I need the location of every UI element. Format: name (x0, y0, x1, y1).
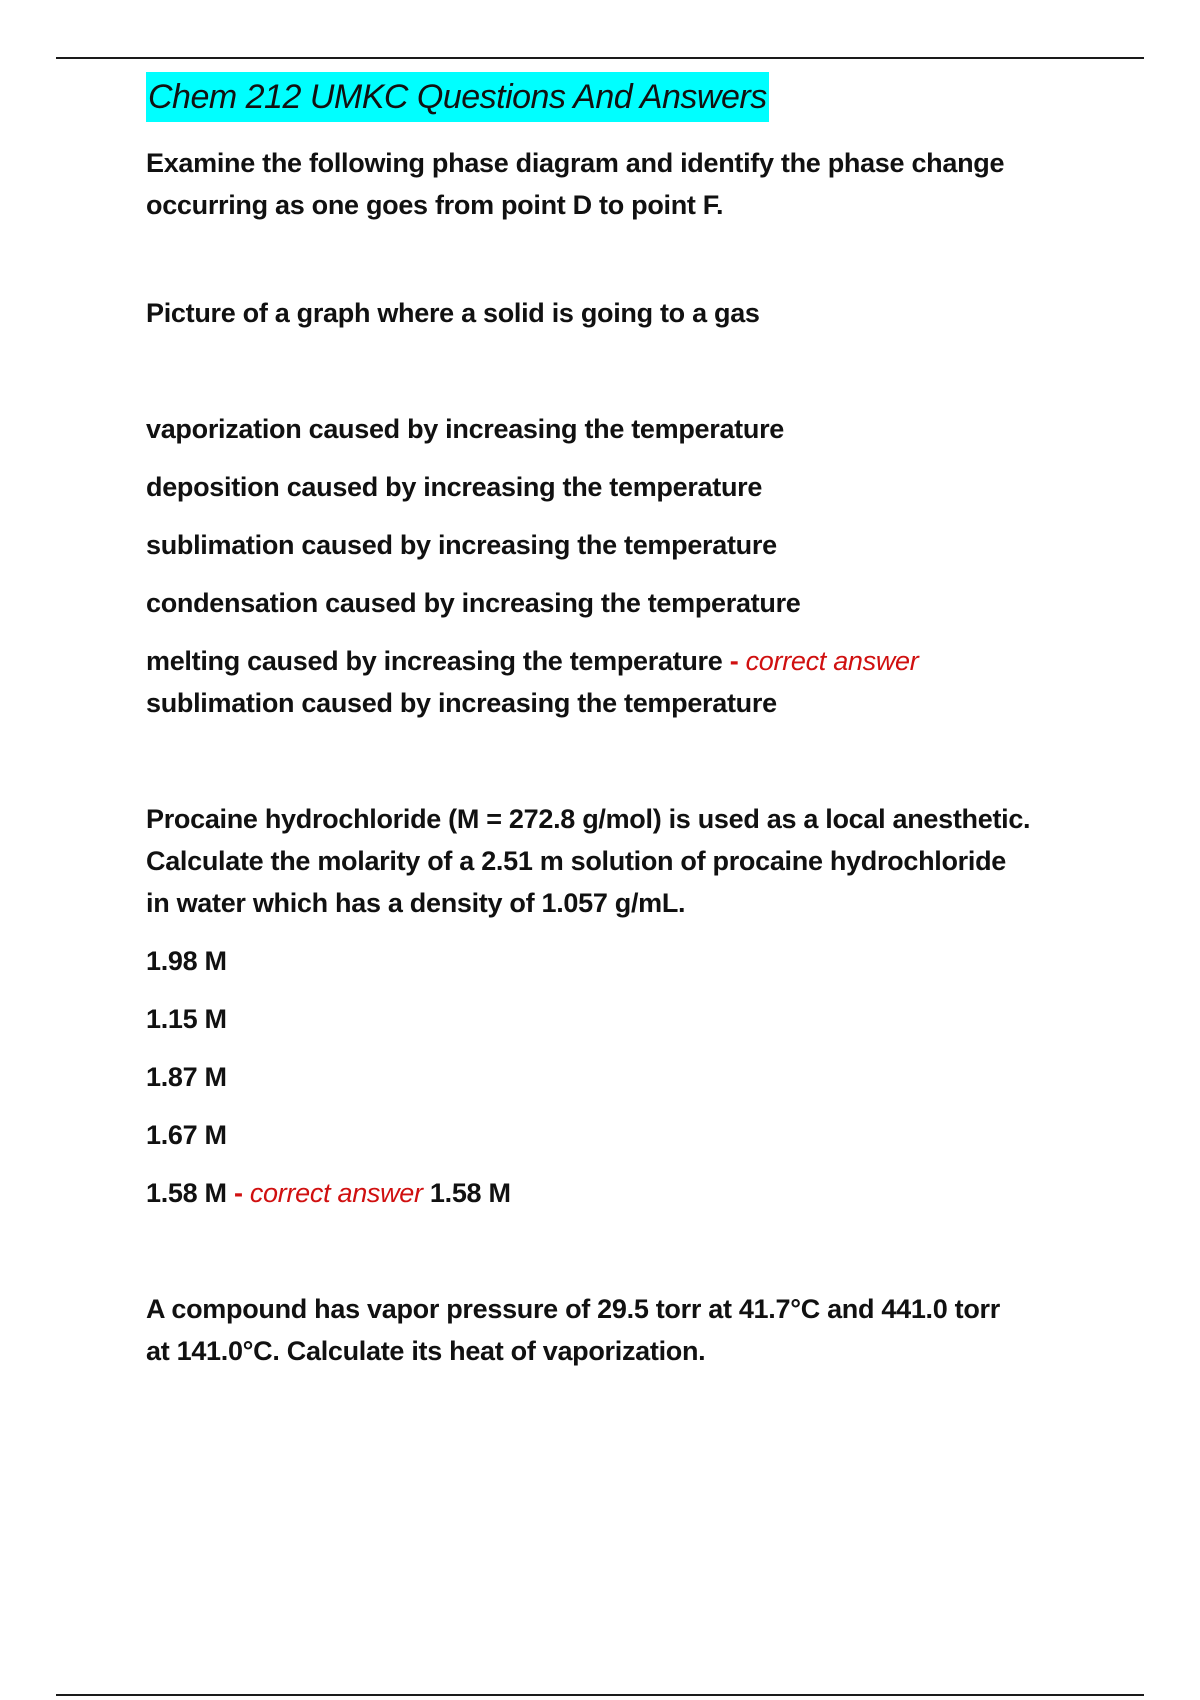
question-1-line-1: Examine the following phase diagram and identify the phase change (146, 148, 1005, 178)
question-2-line-1: Procaine hydrochloride (M = 272.8 g/mol) is used as a local anesthetic. (146, 804, 1031, 834)
question-1-option-b: deposition caused by increasing the temperature (146, 472, 763, 502)
bottom-rule (56, 1694, 1144, 1696)
question-1-option-d: condensation caused by increasing the temperature (146, 588, 801, 618)
question-1-figure-caption: Picture of a graph where a solid is going to a gas (146, 298, 760, 328)
question-1-option-c: sublimation caused by increasing the temperature (146, 530, 777, 560)
question-2-answer: 1.58 M (429, 1178, 511, 1208)
correct-separator: - (729, 646, 739, 676)
question-2-option-e (146, 1172, 1096, 1214)
question-2-option-a: 1.98 M (146, 946, 227, 976)
correct-answer-label: correct answer (745, 646, 919, 676)
question-2 (146, 798, 1096, 1214)
question-2-line-3: in water which has a density of 1.057 g/mL. (146, 888, 686, 918)
question-3-line-2: at 141.0°C. Calculate its heat of vaporization. (146, 1336, 706, 1366)
document-body (146, 72, 1096, 1372)
question-3 (146, 1288, 1096, 1372)
question-1 (146, 142, 1096, 724)
question-2-line-2: Calculate the molarity of a 2.51 m solution of procaine hydrochloride (146, 846, 1006, 876)
question-1-answer: sublimation caused by increasing the temperature (146, 688, 777, 718)
question-2-option-e-text: 1.58 M (146, 1178, 227, 1208)
question-1-line-2: occurring as one goes from point D to point F. (146, 190, 724, 220)
title-row (146, 72, 1096, 122)
question-3-line-1: A compound has vapor pressure of 29.5 torr at 41.7°C and 441.0 torr (146, 1294, 1000, 1324)
question-2-option-d: 1.67 M (146, 1120, 227, 1150)
question-1-option-e-text: melting caused by increasing the temperature (146, 646, 723, 676)
question-1-option-e (146, 640, 1096, 682)
correct-answer-label: correct answer (249, 1178, 423, 1208)
question-2-option-b: 1.15 M (146, 1004, 227, 1034)
top-rule (56, 57, 1144, 59)
question-1-option-a: vaporization caused by increasing the temperature (146, 414, 784, 444)
correct-separator: - (233, 1178, 243, 1208)
question-2-option-c: 1.87 M (146, 1062, 227, 1092)
document-title: Chem 212 UMKC Questions And Answers (146, 72, 769, 122)
